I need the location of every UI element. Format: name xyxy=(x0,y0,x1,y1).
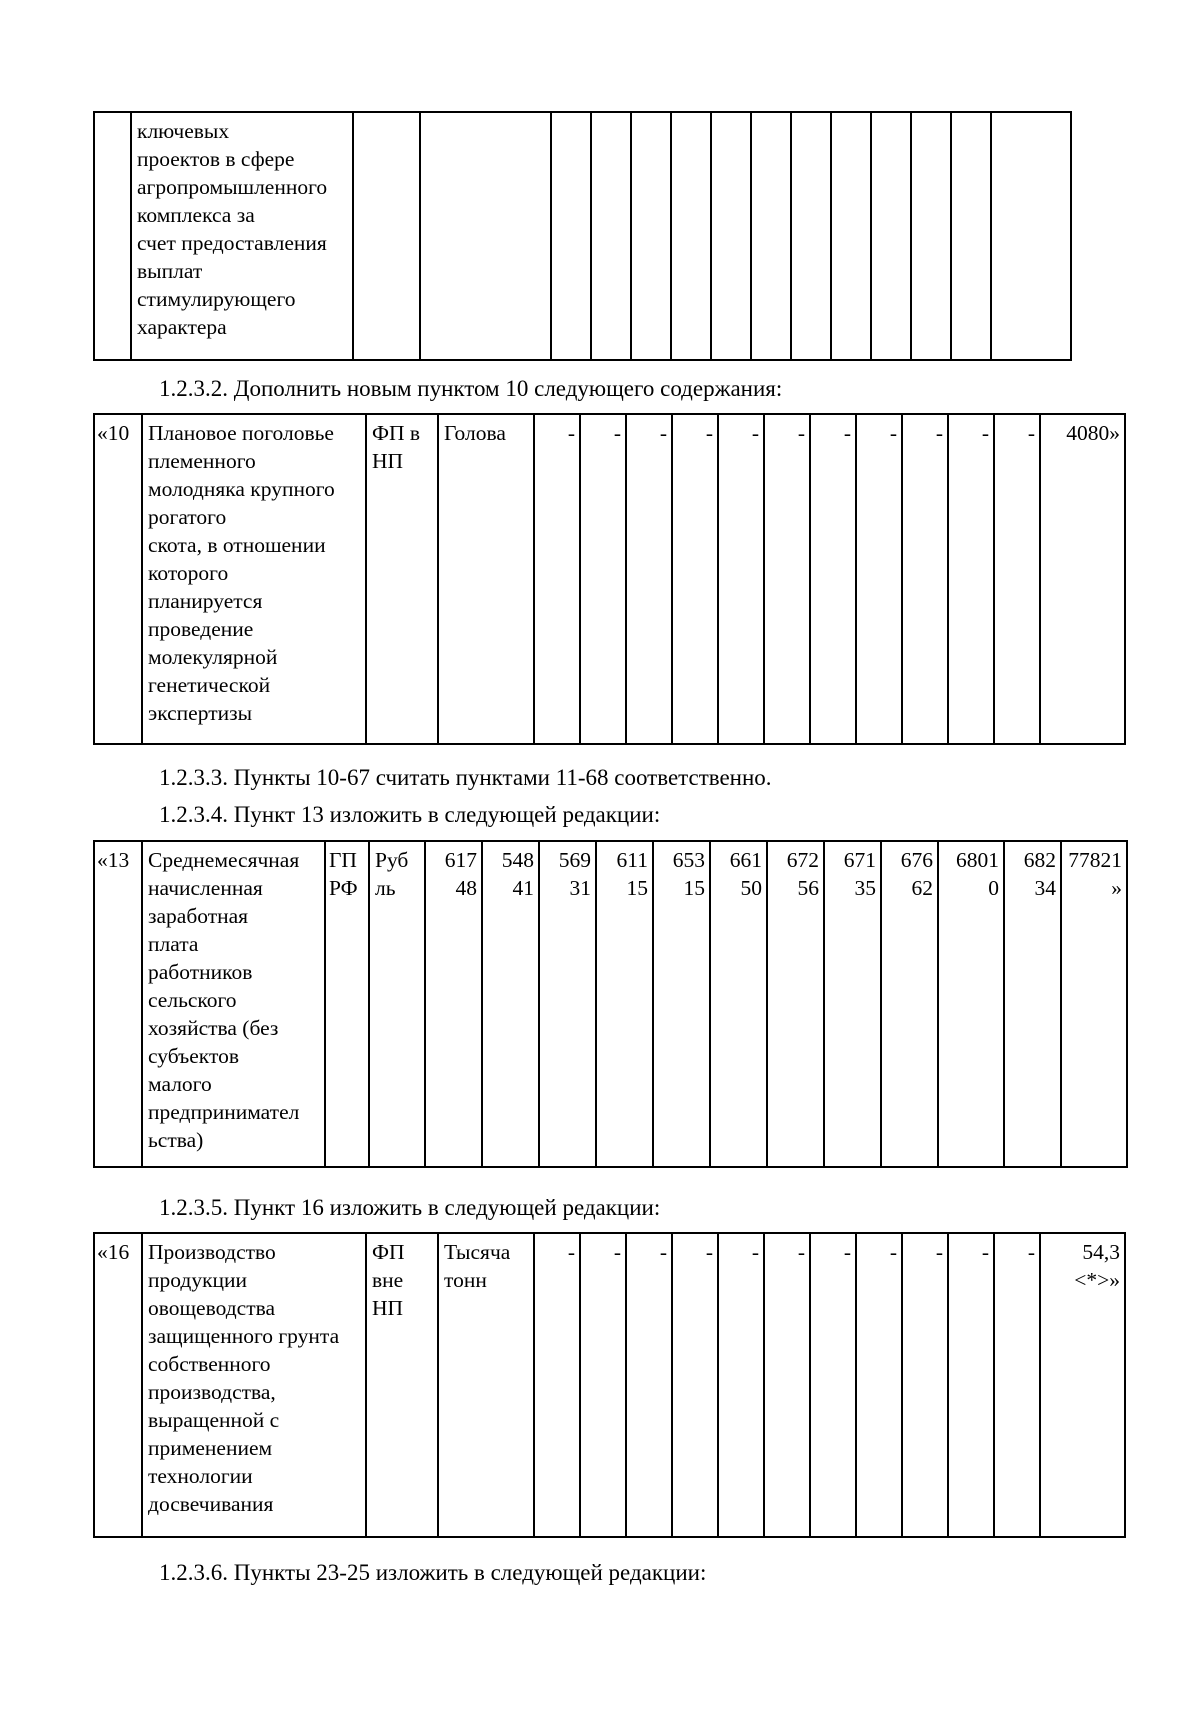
paragraph-1-2-3-2: 1.2.3.2. Дополнить новым пунктом 10 следующего содержания: xyxy=(159,376,783,401)
unit-cell: Голова xyxy=(438,414,534,744)
value-cell: 672 56 xyxy=(767,841,824,1167)
value-cell: - xyxy=(626,414,672,744)
unit-cell: Тысяча тонн xyxy=(438,1233,534,1537)
value-cell: - xyxy=(534,1233,580,1537)
value-cell: 6801 0 xyxy=(938,841,1004,1167)
table-row xyxy=(94,1233,1125,1537)
table-cell xyxy=(751,112,791,360)
value-cell: - xyxy=(534,414,580,744)
unit-cell: Руб ль xyxy=(369,841,425,1167)
row-number-cell: «10 xyxy=(94,414,142,744)
table-cell xyxy=(631,112,671,360)
value-cell: - xyxy=(994,1233,1040,1537)
row-number-cell: «16 xyxy=(94,1233,142,1537)
last-value-cell: 4080» xyxy=(1040,414,1125,744)
table-cell xyxy=(791,112,831,360)
last-value-cell: 77821 » xyxy=(1061,841,1127,1167)
value-cell: - xyxy=(718,1233,764,1537)
indicator-name-cell: ключевых проектов в сфере агропромышленного комплекса за счет предоставления выплат стимулирующего характера xyxy=(131,112,353,360)
table-row xyxy=(94,112,1071,360)
indicator-name-cell: Производство продукции овощеводства защищенного грунта собственного производства, выращенной с применением технологии досвечивания xyxy=(142,1233,366,1537)
value-cell: 548 41 xyxy=(482,841,539,1167)
table-continuation xyxy=(93,111,1072,361)
value-cell: - xyxy=(902,1233,948,1537)
value-cell: - xyxy=(902,414,948,744)
table-cell xyxy=(951,112,991,360)
last-value-cell: 54,3 <*>» xyxy=(1040,1233,1125,1537)
table-cell xyxy=(871,112,911,360)
value-cell: - xyxy=(994,414,1040,744)
value-cell: - xyxy=(856,1233,902,1537)
table-row-13 xyxy=(93,840,1128,1168)
paragraph-1-2-3-5: 1.2.3.5. Пункт 16 изложить в следующей редакции: xyxy=(159,1195,661,1220)
value-cell: - xyxy=(764,414,810,744)
value-cell: - xyxy=(856,414,902,744)
indicator-name-cell: Плановое поголовье племенного молодняка крупного рогатого скота, в отношении которого планируется проведение молекулярной генетической экспертизы xyxy=(142,414,366,744)
row-number-cell: «13 xyxy=(94,841,142,1167)
table-cell xyxy=(353,112,420,360)
source-cell: ГП РФ xyxy=(325,841,369,1167)
table-cell xyxy=(831,112,871,360)
value-cell: - xyxy=(580,1233,626,1537)
table-cell xyxy=(711,112,751,360)
value-cell: 671 35 xyxy=(824,841,881,1167)
table-cell xyxy=(671,112,711,360)
value-cell: - xyxy=(764,1233,810,1537)
source-cell: ФП вне НП xyxy=(366,1233,438,1537)
source-cell: ФП в НП xyxy=(366,414,438,744)
table-row-10 xyxy=(93,413,1126,745)
value-cell: 611 15 xyxy=(596,841,653,1167)
value-cell: - xyxy=(718,414,764,744)
row-number-cell xyxy=(94,112,131,360)
value-cell: 682 34 xyxy=(1004,841,1061,1167)
value-cell: - xyxy=(626,1233,672,1537)
value-cell: - xyxy=(672,414,718,744)
value-cell: - xyxy=(948,1233,994,1537)
table-cell xyxy=(991,112,1071,360)
value-cell: - xyxy=(672,1233,718,1537)
value-cell: - xyxy=(948,414,994,744)
value-cell: 676 62 xyxy=(881,841,938,1167)
value-cell: - xyxy=(810,414,856,744)
value-cell: 569 31 xyxy=(539,841,596,1167)
paragraph-1-2-3-3: 1.2.3.3. Пункты 10-67 считать пунктами 11-68 соответственно. xyxy=(159,765,772,790)
table-cell xyxy=(420,112,551,360)
table-cell xyxy=(551,112,591,360)
table-row xyxy=(94,414,1125,744)
value-cell: 653 15 xyxy=(653,841,710,1167)
table-row xyxy=(94,841,1127,1167)
value-cell: - xyxy=(580,414,626,744)
table-cell xyxy=(591,112,631,360)
value-cell: 617 48 xyxy=(425,841,482,1167)
table-row-16 xyxy=(93,1232,1126,1538)
value-cell: - xyxy=(810,1233,856,1537)
table-cell xyxy=(911,112,951,360)
paragraph-1-2-3-6: 1.2.3.6. Пункты 23-25 изложить в следующей редакции: xyxy=(159,1560,707,1585)
indicator-name-cell: Среднемесячная начисленная заработная плата работников сельского хозяйства (без субъектов малого предпринимател ьства) xyxy=(142,841,325,1167)
value-cell: 661 50 xyxy=(710,841,767,1167)
paragraph-1-2-3-4: 1.2.3.4. Пункт 13 изложить в следующей редакции: xyxy=(159,802,661,827)
